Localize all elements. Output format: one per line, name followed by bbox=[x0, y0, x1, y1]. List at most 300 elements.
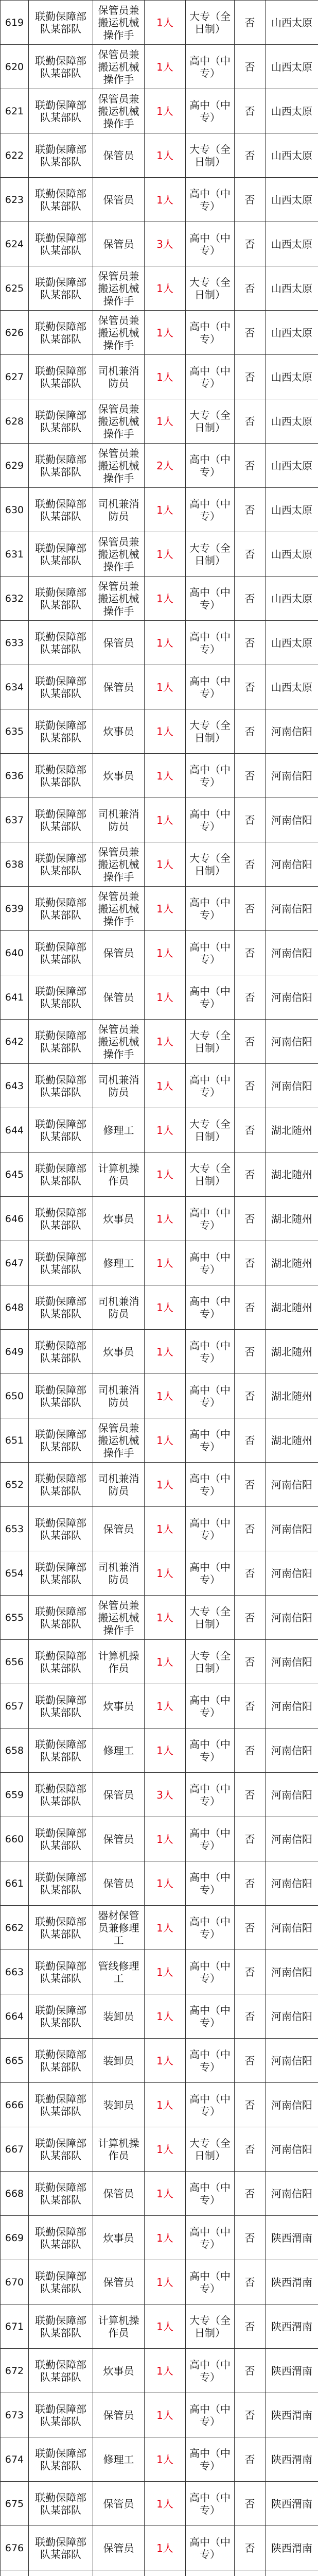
row-number: 640 bbox=[1, 931, 29, 975]
unit-name: 联勤保障部队某部队 bbox=[29, 2127, 93, 2172]
headcount: 1人 bbox=[145, 133, 186, 178]
work-location: 山西太原 bbox=[266, 355, 318, 399]
work-location: 河南信阳 bbox=[266, 1728, 318, 1773]
requirement-flag: 否 bbox=[235, 45, 266, 89]
row-number: 661 bbox=[1, 1861, 29, 1906]
headcount: 1人 bbox=[145, 2260, 186, 2304]
work-location: 山西太原 bbox=[266, 133, 318, 178]
unit-name: 联勤保障部队某部队 bbox=[29, 1418, 93, 1463]
table-row bbox=[1, 2127, 318, 2172]
unit-name: 联勤保障部队某部队 bbox=[29, 1, 93, 45]
unit-name: 联勤保障部队某部队 bbox=[29, 931, 93, 975]
table-row bbox=[1, 931, 318, 975]
position-name: 计算机操作员 bbox=[93, 1640, 145, 1684]
work-location: 河南信阳 bbox=[266, 798, 318, 842]
table-row bbox=[1, 1064, 318, 1108]
work-location: 山西太原 bbox=[266, 665, 318, 709]
row-number: 643 bbox=[1, 1064, 29, 1108]
headcount: 3人 bbox=[145, 222, 186, 266]
work-location: 河南信阳 bbox=[266, 2083, 318, 2127]
requirement-flag: 否 bbox=[235, 1108, 266, 1153]
unit-name: 联勤保障部队某部队 bbox=[29, 311, 93, 355]
table-row bbox=[1, 488, 318, 532]
position-name: 保管员兼搬运机械操作手 bbox=[93, 45, 145, 89]
table-row bbox=[1, 1773, 318, 1817]
row-number: 652 bbox=[1, 1463, 29, 1507]
table-row bbox=[1, 266, 318, 311]
requirement-flag: 否 bbox=[235, 1906, 266, 1950]
work-location: 河南信阳 bbox=[266, 975, 318, 1020]
work-location: 山西太原 bbox=[266, 266, 318, 311]
unit-name: 联勤保障部队某部队 bbox=[29, 266, 93, 311]
row-number: 637 bbox=[1, 798, 29, 842]
education: 高中（中专） bbox=[186, 665, 235, 709]
requirement-flag: 否 bbox=[235, 2393, 266, 2437]
education: 高中（中专） bbox=[186, 2349, 235, 2393]
education: 大专（全日制） bbox=[186, 1153, 235, 1197]
requirement-flag: 否 bbox=[235, 444, 266, 488]
table-row bbox=[1, 621, 318, 665]
row-number: 672 bbox=[1, 2349, 29, 2393]
education: 大专（全日制） bbox=[186, 842, 235, 887]
headcount: 1人 bbox=[145, 2172, 186, 2216]
row-number: 624 bbox=[1, 222, 29, 266]
requirement-flag: 否 bbox=[235, 1950, 266, 1994]
headcount: 1人 bbox=[145, 1994, 186, 2039]
position-name: 保管员 bbox=[93, 1861, 145, 1906]
row-number: 641 bbox=[1, 975, 29, 1020]
education: 高中（中专） bbox=[186, 488, 235, 532]
position-name: 保管员兼搬运机械操作手 bbox=[93, 887, 145, 931]
table-row bbox=[1, 665, 318, 709]
row-number: 655 bbox=[1, 1596, 29, 1640]
table-row bbox=[1, 2260, 318, 2304]
work-location: 山西太原 bbox=[266, 1, 318, 45]
row-number: 639 bbox=[1, 887, 29, 931]
row-number: 664 bbox=[1, 1994, 29, 2039]
work-location: 陕西渭南 bbox=[266, 2393, 318, 2437]
headcount: 1人 bbox=[145, 1728, 186, 1773]
table-row bbox=[1, 1418, 318, 1463]
row-number: 658 bbox=[1, 1728, 29, 1773]
position-name: 装卸员 bbox=[93, 1994, 145, 2039]
education: 高中（中专） bbox=[186, 1994, 235, 2039]
education: 高中（中专） bbox=[186, 89, 235, 133]
education: 大专（全日制） bbox=[186, 1, 235, 45]
table-row bbox=[1, 45, 318, 89]
work-location: 山西太原 bbox=[266, 311, 318, 355]
table-row bbox=[1, 2526, 318, 2570]
requirement-flag: 否 bbox=[235, 1064, 266, 1108]
requirement-flag: 否 bbox=[235, 754, 266, 798]
position-name: 装卸员 bbox=[93, 2039, 145, 2083]
position-name: 保管员 bbox=[93, 133, 145, 178]
table-row bbox=[1, 2304, 318, 2349]
education: 大专（全日制） bbox=[186, 2304, 235, 2349]
unit-name: 联勤保障部队某部队 bbox=[29, 709, 93, 754]
unit-name: 联勤保障部队某部队 bbox=[29, 621, 93, 665]
work-location: 山西太原 bbox=[266, 399, 318, 444]
headcount: 1人 bbox=[145, 89, 186, 133]
requirement-flag: 否 bbox=[235, 399, 266, 444]
work-location: 河南信阳 bbox=[266, 931, 318, 975]
unit-name: 联勤保障部队某部队 bbox=[29, 2083, 93, 2127]
requirement-flag: 否 bbox=[235, 842, 266, 887]
work-location: 河南信阳 bbox=[266, 1684, 318, 1728]
education: 高中（中专） bbox=[186, 1728, 235, 1773]
table-row bbox=[1, 577, 318, 621]
table-row bbox=[1, 1728, 318, 1773]
unit-name: 联勤保障部队某部队 bbox=[29, 1640, 93, 1684]
row-number: 673 bbox=[1, 2393, 29, 2437]
headcount: 1人 bbox=[145, 665, 186, 709]
unit-name: 联勤保障部队某部队 bbox=[29, 842, 93, 887]
headcount: 1人 bbox=[145, 1, 186, 45]
unit-name: 联勤保障部队某部队 bbox=[29, 2172, 93, 2216]
education: 高中（中专） bbox=[186, 931, 235, 975]
requirement-flag: 否 bbox=[235, 2304, 266, 2349]
position-name: 炊事员 bbox=[93, 2216, 145, 2260]
work-location: 陕西渭南 bbox=[266, 2216, 318, 2260]
headcount: 1人 bbox=[145, 2127, 186, 2172]
unit-name bbox=[29, 2570, 93, 2576]
education: 高中（中专） bbox=[186, 178, 235, 222]
position-name: 司机兼消防员 bbox=[93, 488, 145, 532]
education: 高中（中专） bbox=[186, 1507, 235, 1551]
education: 大专（全日制） bbox=[186, 133, 235, 178]
table-row bbox=[1, 1906, 318, 1950]
education: 高中（中专） bbox=[186, 1817, 235, 1861]
education: 高中（中专） bbox=[186, 2172, 235, 2216]
table-row bbox=[1, 1507, 318, 1551]
work-location: 山西太原 bbox=[266, 45, 318, 89]
work-location: 山西太原 bbox=[266, 178, 318, 222]
education: 高中（中专） bbox=[186, 1861, 235, 1906]
requirement-flag: 否 bbox=[235, 798, 266, 842]
row-number: 674 bbox=[1, 2437, 29, 2482]
unit-name: 联勤保障部队某部队 bbox=[29, 1020, 93, 1064]
work-location: 湖北随州 bbox=[266, 1197, 318, 1241]
table-row bbox=[1, 1197, 318, 1241]
table-row bbox=[1, 2349, 318, 2393]
position-name: 保管员兼搬运机械操作手 bbox=[93, 444, 145, 488]
position-name: 修理工 bbox=[93, 1108, 145, 1153]
work-location: 陕西渭南 bbox=[266, 2304, 318, 2349]
unit-name: 联勤保障部队某部队 bbox=[29, 1950, 93, 1994]
position-name: 保管员 bbox=[93, 1773, 145, 1817]
requirement-flag: 否 bbox=[235, 1374, 266, 1418]
headcount: 1人 bbox=[145, 1817, 186, 1861]
unit-name: 联勤保障部队某部队 bbox=[29, 577, 93, 621]
requirement-flag: 否 bbox=[235, 1596, 266, 1640]
table-row bbox=[1, 222, 318, 266]
table-row bbox=[1, 1817, 318, 1861]
row-number: 666 bbox=[1, 2083, 29, 2127]
table-row bbox=[1, 1330, 318, 1374]
work-location: 山西太原 bbox=[266, 222, 318, 266]
requirement-flag: 否 bbox=[235, 1241, 266, 1285]
position-name: 保管员 bbox=[93, 178, 145, 222]
unit-name: 联勤保障部队某部队 bbox=[29, 2349, 93, 2393]
requirement-flag: 否 bbox=[235, 355, 266, 399]
work-location: 湖北随州 bbox=[266, 1330, 318, 1374]
row-number: 642 bbox=[1, 1020, 29, 1064]
headcount: 1人 bbox=[145, 577, 186, 621]
unit-name: 联勤保障部队某部队 bbox=[29, 1596, 93, 1640]
table-row bbox=[1, 1285, 318, 1330]
work-location: 河南信阳 bbox=[266, 1994, 318, 2039]
work-location: 湖北随州 bbox=[266, 1241, 318, 1285]
education: 高中（中专） bbox=[186, 754, 235, 798]
row-number: 665 bbox=[1, 2039, 29, 2083]
requirement-flag: 否 bbox=[235, 2039, 266, 2083]
headcount: 1人 bbox=[145, 1374, 186, 1418]
row-number: 648 bbox=[1, 1285, 29, 1330]
table-row bbox=[1, 1241, 318, 1285]
work-location: 河南信阳 bbox=[266, 1551, 318, 1596]
requirement-flag: 否 bbox=[235, 2437, 266, 2482]
headcount: 1人 bbox=[145, 2437, 186, 2482]
headcount: 1人 bbox=[145, 1950, 186, 1994]
headcount: 1人 bbox=[145, 1108, 186, 1153]
education: 高中（中专） bbox=[186, 311, 235, 355]
row-number: 634 bbox=[1, 665, 29, 709]
table-row bbox=[1, 1, 318, 45]
work-location: 河南信阳 bbox=[266, 2039, 318, 2083]
unit-name: 联勤保障部队某部队 bbox=[29, 1285, 93, 1330]
work-location: 河南信阳 bbox=[266, 1906, 318, 1950]
work-location: 湖北随州 bbox=[266, 1418, 318, 1463]
unit-name: 联勤保障部队某部队 bbox=[29, 1330, 93, 1374]
requirement-flag: 否 bbox=[235, 709, 266, 754]
table-row bbox=[1, 2172, 318, 2216]
education: 高中（中专） bbox=[186, 2083, 235, 2127]
headcount: 1人 bbox=[145, 1418, 186, 1463]
position-name: 保管员 bbox=[93, 665, 145, 709]
requirement-flag: 否 bbox=[235, 488, 266, 532]
table-row bbox=[1, 2393, 318, 2437]
position-name: 司机兼消防员 bbox=[93, 1285, 145, 1330]
row-number: 676 bbox=[1, 2526, 29, 2570]
table-row bbox=[1, 1596, 318, 1640]
table-row bbox=[1, 2216, 318, 2260]
table-row bbox=[1, 399, 318, 444]
table-row bbox=[1, 798, 318, 842]
work-location bbox=[266, 2570, 318, 2576]
row-number: 633 bbox=[1, 621, 29, 665]
row-number: 629 bbox=[1, 444, 29, 488]
unit-name: 联勤保障部队某部队 bbox=[29, 2216, 93, 2260]
headcount: 1人 bbox=[145, 532, 186, 577]
headcount: 1人 bbox=[145, 798, 186, 842]
row-number: 653 bbox=[1, 1507, 29, 1551]
headcount: 1人 bbox=[145, 2083, 186, 2127]
unit-name: 联勤保障部队某部队 bbox=[29, 1817, 93, 1861]
education: 高中（中专） bbox=[186, 1463, 235, 1507]
education: 高中（中专） bbox=[186, 1684, 235, 1728]
row-number: 654 bbox=[1, 1551, 29, 1596]
education: 高中（中专） bbox=[186, 1374, 235, 1418]
work-location: 陕西渭南 bbox=[266, 2260, 318, 2304]
unit-name: 联勤保障部队某部队 bbox=[29, 532, 93, 577]
work-location: 河南信阳 bbox=[266, 709, 318, 754]
unit-name: 联勤保障部队某部队 bbox=[29, 1153, 93, 1197]
headcount: 1人 bbox=[145, 1906, 186, 1950]
table-row bbox=[1, 89, 318, 133]
headcount: 1人 bbox=[145, 1640, 186, 1684]
position-name: 炊事员 bbox=[93, 709, 145, 754]
unit-name: 联勤保障部队某部队 bbox=[29, 2437, 93, 2482]
unit-name: 联勤保障部队某部队 bbox=[29, 178, 93, 222]
row-number: 622 bbox=[1, 133, 29, 178]
requirement-flag: 否 bbox=[235, 133, 266, 178]
requirement-flag: 否 bbox=[235, 2127, 266, 2172]
unit-name: 联勤保障部队某部队 bbox=[29, 1728, 93, 1773]
education: 高中（中专） bbox=[186, 2393, 235, 2437]
education: 高中（中专） bbox=[186, 222, 235, 266]
position-name: 修理工 bbox=[93, 1241, 145, 1285]
row-number: 662 bbox=[1, 1906, 29, 1950]
table-row bbox=[1, 842, 318, 887]
education: 高中（中专） bbox=[186, 45, 235, 89]
row-number: 621 bbox=[1, 89, 29, 133]
table-row bbox=[1, 2482, 318, 2526]
requirement-flag: 否 bbox=[235, 1640, 266, 1684]
row-number: 675 bbox=[1, 2482, 29, 2526]
position-name: 保管员兼搬运机械操作手 bbox=[93, 1, 145, 45]
headcount: 1人 bbox=[145, 621, 186, 665]
work-location: 山西太原 bbox=[266, 532, 318, 577]
requirement-flag: 否 bbox=[235, 975, 266, 1020]
unit-name: 联勤保障部队某部队 bbox=[29, 887, 93, 931]
requirement-flag: 否 bbox=[235, 1773, 266, 1817]
row-number: 650 bbox=[1, 1374, 29, 1418]
position-name: 司机兼消防员 bbox=[93, 1463, 145, 1507]
table-row bbox=[1, 975, 318, 1020]
headcount: 1人 bbox=[145, 709, 186, 754]
position-name: 保管员 bbox=[93, 1817, 145, 1861]
position-name: 保管员兼搬运机械操作手 bbox=[93, 577, 145, 621]
position-name: 计算机操作员 bbox=[93, 1153, 145, 1197]
headcount: 1人 bbox=[145, 1684, 186, 1728]
position-name: 保管员 bbox=[93, 222, 145, 266]
position-name: 保管员兼搬运机械操作手 bbox=[93, 532, 145, 577]
position-name: 保管员 bbox=[93, 621, 145, 665]
education: 高中（中专） bbox=[186, 1241, 235, 1285]
table-body bbox=[1, 1, 318, 2576]
requirement-flag: 否 bbox=[235, 1551, 266, 1596]
unit-name: 联勤保障部队某部队 bbox=[29, 1064, 93, 1108]
headcount: 1人 bbox=[145, 488, 186, 532]
row-number: 651 bbox=[1, 1418, 29, 1463]
position-name: 保管员兼搬运机械操作手 bbox=[93, 89, 145, 133]
requirement-flag: 否 bbox=[235, 665, 266, 709]
requirement-flag: 否 bbox=[235, 577, 266, 621]
headcount: 1人 bbox=[145, 2039, 186, 2083]
requirement-flag: 否 bbox=[235, 1418, 266, 1463]
unit-name: 联勤保障部队某部队 bbox=[29, 2482, 93, 2526]
position-name: 司机兼消防员 bbox=[93, 355, 145, 399]
row-number: 659 bbox=[1, 1773, 29, 1817]
row-number: 671 bbox=[1, 2304, 29, 2349]
education: 高中（中专） bbox=[186, 1773, 235, 1817]
education: 大专（全日制） bbox=[186, 1020, 235, 1064]
unit-name: 联勤保障部队某部队 bbox=[29, 399, 93, 444]
requirement-flag: 否 bbox=[235, 887, 266, 931]
row-number: 619 bbox=[1, 1, 29, 45]
row-number: 627 bbox=[1, 355, 29, 399]
unit-name: 联勤保障部队某部队 bbox=[29, 488, 93, 532]
unit-name: 联勤保障部队某部队 bbox=[29, 2393, 93, 2437]
education: 大专（全日制） bbox=[186, 709, 235, 754]
unit-name: 联勤保障部队某部队 bbox=[29, 444, 93, 488]
row-number: 645 bbox=[1, 1153, 29, 1197]
headcount: 1人 bbox=[145, 2482, 186, 2526]
requirement-flag: 否 bbox=[235, 1817, 266, 1861]
row-number: 660 bbox=[1, 1817, 29, 1861]
unit-name: 联勤保障部队某部队 bbox=[29, 665, 93, 709]
position-name: 保管员兼搬运机械操作手 bbox=[93, 842, 145, 887]
headcount: 3人 bbox=[145, 1773, 186, 1817]
education: 高中（中专） bbox=[186, 1285, 235, 1330]
position-name: 保管员 bbox=[93, 2393, 145, 2437]
unit-name: 联勤保障部队某部队 bbox=[29, 222, 93, 266]
headcount: 1人 bbox=[145, 1551, 186, 1596]
education: 高中（中专） bbox=[186, 1330, 235, 1374]
work-location: 陕西渭南 bbox=[266, 2526, 318, 2570]
position-name: 炊事员 bbox=[93, 1197, 145, 1241]
position-name: 器材保管员兼修理工 bbox=[93, 1906, 145, 1950]
work-location: 河南信阳 bbox=[266, 1507, 318, 1551]
headcount: 1人 bbox=[145, 2349, 186, 2393]
work-location: 山西太原 bbox=[266, 488, 318, 532]
row-number: 649 bbox=[1, 1330, 29, 1374]
work-location: 山西太原 bbox=[266, 89, 318, 133]
headcount: 1人 bbox=[145, 178, 186, 222]
row-number: 669 bbox=[1, 2216, 29, 2260]
requirement-flag: 否 bbox=[235, 2172, 266, 2216]
row-number: 646 bbox=[1, 1197, 29, 1241]
position-name: 保管员 bbox=[93, 975, 145, 1020]
table-row bbox=[1, 1153, 318, 1197]
unit-name: 联勤保障部队某部队 bbox=[29, 1241, 93, 1285]
unit-name: 联勤保障部队某部队 bbox=[29, 1108, 93, 1153]
table-row bbox=[1, 532, 318, 577]
unit-name: 联勤保障部队某部队 bbox=[29, 1994, 93, 2039]
requirement-flag: 否 bbox=[235, 1020, 266, 1064]
education: 高中（中专） bbox=[186, 1418, 235, 1463]
table-row bbox=[1, 1950, 318, 1994]
work-location: 陕西渭南 bbox=[266, 2482, 318, 2526]
work-location: 陕西渭南 bbox=[266, 2349, 318, 2393]
row-number: 626 bbox=[1, 311, 29, 355]
requirement-flag: 否 bbox=[235, 89, 266, 133]
unit-name: 联勤保障部队某部队 bbox=[29, 754, 93, 798]
education: 高中（中专） bbox=[186, 2260, 235, 2304]
headcount: 1人 bbox=[145, 1507, 186, 1551]
headcount: 1人 bbox=[145, 931, 186, 975]
table-row bbox=[1, 754, 318, 798]
requirement-flag: 否 bbox=[235, 1463, 266, 1507]
table-row bbox=[1, 2570, 318, 2576]
row-number: 647 bbox=[1, 1241, 29, 1285]
position-name: 炊事员 bbox=[93, 1684, 145, 1728]
education: 大专（全日制） bbox=[186, 1108, 235, 1153]
row-number: 631 bbox=[1, 532, 29, 577]
education: 大专（全日制） bbox=[186, 266, 235, 311]
unit-name: 联勤保障部队某部队 bbox=[29, 133, 93, 178]
table-row bbox=[1, 1640, 318, 1684]
